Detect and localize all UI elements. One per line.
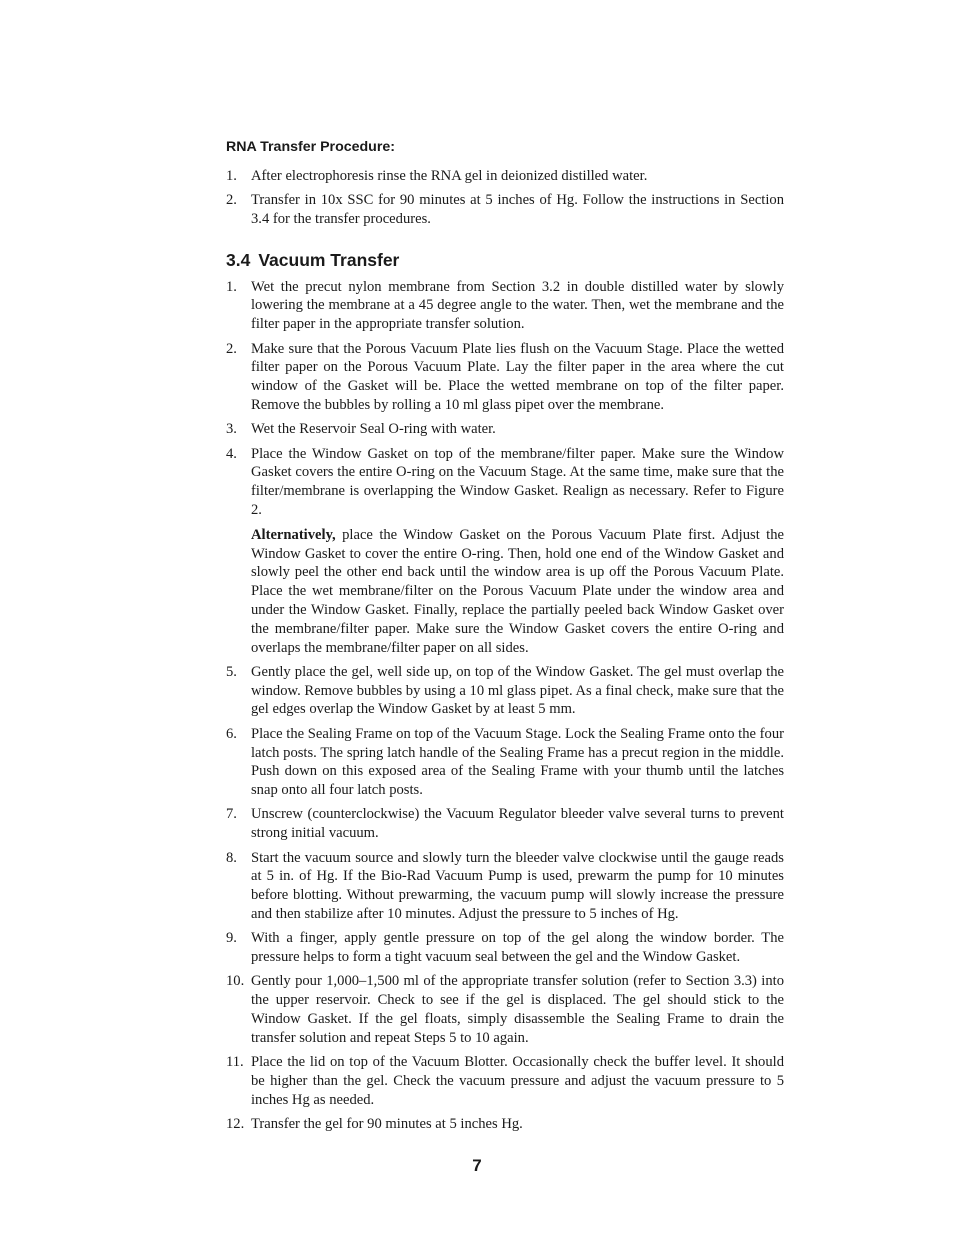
section-number: 3.4 [226,249,251,270]
vacuum-transfer-steps [226,278,784,1134]
step-text: Start the vacuum source and slowly turn the bleeder valve clockwise until the gauge reads at 5 in. of Hg. If the Bio-Rad Vacuum Pump is used, prewarm the pump for 10 minutes before blotting. Without prewarming, the vacuum pump will slowly increase the pressure and then stabilize after 10 minutes. Adjust the pressure to 5 inches of Hg. [251,849,784,922]
alternative-paragraph [251,526,784,658]
list-item [226,1053,784,1109]
step-text: Place the lid on top of the Vacuum Blotter. Occasionally check the buffer level. It should be higher than the gel. Check the vacuum pressure and adjust the vacuum pressure to 5 inches Hg as needed. [251,1053,784,1108]
list-item [226,929,784,967]
step-number: 4. [226,445,237,462]
alternative-lead: Alternatively, [251,526,336,543]
step-number: 11. [226,1053,244,1070]
step-text: After electrophoresis rinse the RNA gel in deionized distilled water. [251,167,648,184]
alternative-text: place the Window Gasket on the Porous Vacuum Plate first. Adjust the Window Gasket to cover the entire O-ring. Then, hold one end of the Window Gasket and slowly peel the other end back until the window area is up off the Porous Vacuum Plate. Place the wet membrane/filter on the Porous Vacuum Plate under the window area and under the Window Gasket. Finally, replace the partially peeled back Window Gasket over the membrane/filter paper. Make sure the Window Gasket covers the entire O-ring and overlaps the membrane/filter paper on all sides. [251,526,784,656]
step-number: 2. [226,340,237,357]
step-text: Place the Window Gasket on top of the membrane/filter paper. Make sure the Window Gasket covers the entire O-ring on the Vacuum Stage. At the same time, make sure that the filter/membrane is overlapping the Window Gasket. Realign as necessary. Refer to Figure 2. [251,445,784,518]
list-item [226,725,784,800]
step-text: Gently place the gel, well side up, on top of the Window Gasket. The gel must overlap the window. Remove bubbles by using a 10 ml glass pipet. As a final check, make sure that the gel edges overlap the Window Gasket by at least 5 mm. [251,663,784,718]
list-item [226,278,784,334]
list-item [226,972,784,1047]
step-number: 6. [226,725,237,742]
list-item [226,420,784,439]
step-number: 10. [226,973,245,990]
list-item [226,805,784,843]
step-number: 7. [226,806,237,823]
list-item [226,340,784,415]
step-number: 8. [226,849,237,866]
list-item [226,1115,784,1134]
list-item [226,663,784,719]
step-text: Unscrew (counterclockwise) the Vacuum Regulator bleeder valve several turns to prevent strong initial vacuum. [251,806,784,842]
step-text: Wet the Reservoir Seal O-ring with water. [251,421,496,438]
step-number: 5. [226,663,237,680]
step-text: Wet the precut nylon membrane from Section 3.2 in double distilled water by slowly lowering the membrane at a 45 degree angle to the water. Then, wet the membrane and the filter paper in the appropriate transfer solution. [251,278,784,333]
step-number: 1. [226,167,237,184]
step-text: Transfer the gel for 90 minutes at 5 inches Hg. [251,1115,523,1132]
rna-transfer-heading: RNA Transfer Procedure: [226,139,395,155]
step-number: 2. [226,192,237,209]
section-heading [226,249,784,271]
page-number: 7 [472,1156,482,1175]
rna-transfer-steps [226,167,784,229]
step-number: 1. [226,278,237,295]
step-text: Make sure that the Porous Vacuum Plate lies flush on the Vacuum Stage. Place the wetted filter paper on the Porous Vacuum Plate. Lay the filter paper in the area where the cut window of the Gasket will be. Place the wetted membrane on top of the filter paper. Remove the bubbles by rolling a 10 ml glass pipet over the membrane. [251,340,784,413]
step-text: Gently pour 1,000–1,500 ml of the appropriate transfer solution (refer to Section 3.3) into the upper reservoir. Check to see if the gel is displaced. The gel should stick to the Window Gasket. If the gel floats, simply disassemble the Sealing Frame to drain the transfer solution and repeat Steps 5 to 10 again. [251,973,784,1046]
section-title: Vacuum Transfer [258,249,400,270]
step-text: Transfer in 10x SSC for 90 minutes at 5 inches of Hg. Follow the instructions in Section 3.4 for the transfer procedures. [251,192,784,227]
step-number: 9. [226,930,237,947]
step-number: 3. [226,421,237,438]
list-item [226,849,784,924]
step-number: 12. [226,1115,245,1132]
list-item [226,445,784,658]
document-page [226,138,784,1139]
list-item [226,191,784,229]
list-item [226,167,784,186]
step-text: With a finger, apply gentle pressure on top of the gel along the window border. The pressure helps to form a tight vacuum seal between the gel and the Window Gasket. [251,930,784,965]
step-body [251,445,784,658]
step-text: Place the Sealing Frame on top of the Vacuum Stage. Lock the Sealing Frame onto the four latch posts. The spring latch handle of the Sealing Frame has a precut region in the middle. Push down on this exposed area of the Sealing Frame with your thumb until the latches snap onto all four latch posts. [251,725,784,799]
